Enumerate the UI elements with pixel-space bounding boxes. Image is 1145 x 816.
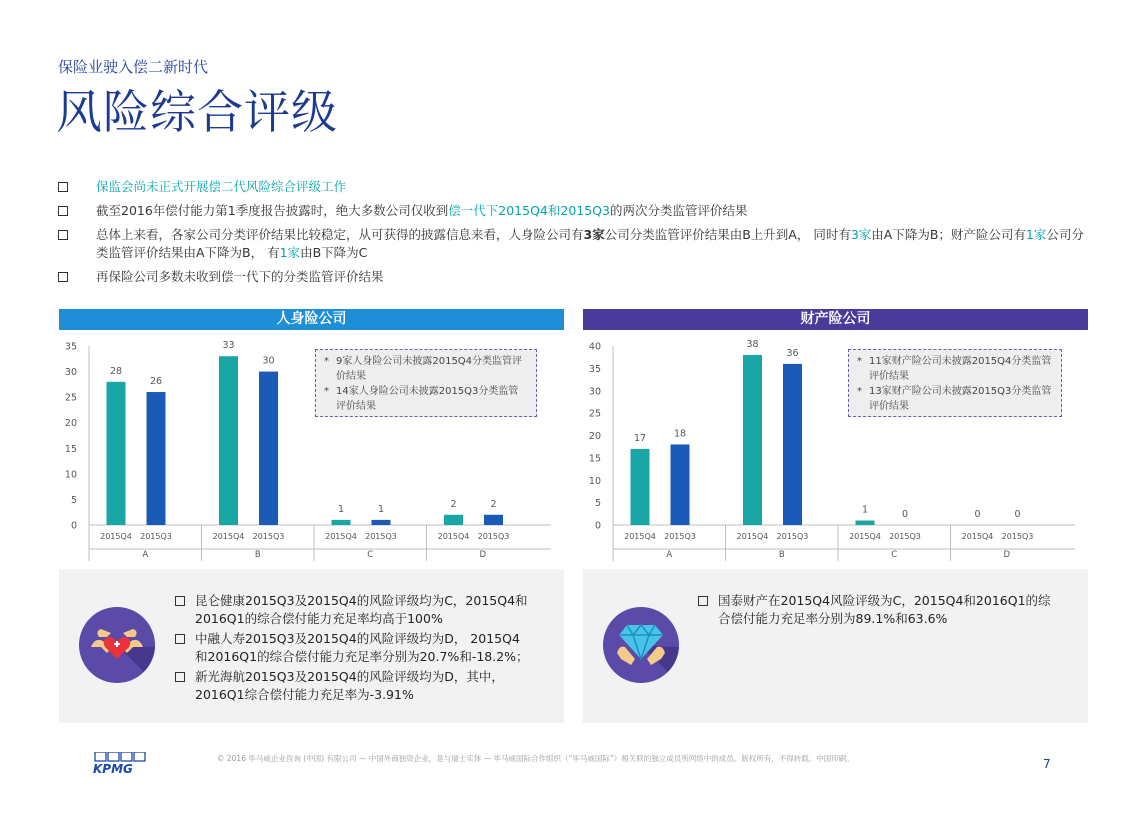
y-tick-label: 5 [70, 494, 77, 506]
group-label: A [666, 550, 673, 560]
y-tick-label: 0 [70, 520, 77, 532]
copyright-text: © 2016 毕马威企业咨询 (中国) 有限公司 — 中国外商独资企业，是与瑞士实体 — 毕马威国际合作组织（“毕马威国际”）相关联的独立成员所网络中的成员。版权所有，不得转载。中国印刷。 [217, 754, 854, 763]
group-label: B [778, 550, 785, 560]
property-findings-list [698, 592, 1063, 630]
y-tick-label: 30 [588, 386, 601, 398]
data-label: 2 [490, 498, 497, 510]
series-tick-label: 2015Q4 [624, 532, 656, 541]
y-tick-label: 0 [594, 520, 601, 532]
checkbox-bullet-icon [58, 230, 68, 240]
page-number: 7 [1043, 757, 1051, 771]
data-label: 38 [746, 338, 759, 350]
checkbox-bullet-icon [58, 182, 68, 192]
checkbox-bullet-icon [175, 634, 185, 644]
bar [631, 449, 650, 525]
logo-text: KPMG [93, 762, 133, 774]
data-label: 30 [262, 355, 275, 367]
bar [372, 520, 391, 525]
series-tick-label: 2015Q3 [252, 532, 285, 541]
data-label: 1 [337, 503, 345, 515]
note-line: * 14家人身险公司未披露2015Q3分类监管评价结果 [324, 386, 519, 412]
data-label: 1 [861, 504, 869, 516]
kpmg-logo [93, 752, 149, 774]
series-tick-label: 2015Q4 [849, 532, 881, 541]
y-tick-label: 20 [588, 431, 601, 442]
data-label: 0 [901, 509, 909, 520]
bullet-item [58, 202, 1088, 220]
y-tick-label: 30 [64, 367, 77, 379]
bar [856, 521, 875, 525]
heart-hands-icon [79, 607, 155, 683]
y-tick-label: 15 [64, 443, 77, 455]
bar [783, 364, 802, 525]
bar [107, 382, 126, 525]
data-label: 17 [633, 432, 647, 444]
data-label: 0 [974, 509, 981, 520]
finding-item: 国泰财产在2015Q4风险评级为C，2015Q4和2016Q1的综合偿付能力充足率分别为89.1%和63.6% [698, 592, 1063, 628]
data-label: 28 [109, 365, 123, 377]
y-tick-label: 25 [64, 392, 77, 404]
checkbox-bullet-icon [698, 596, 708, 606]
bar [444, 515, 463, 525]
bullet-highlight: 3家 [850, 227, 872, 242]
summary-bullets [58, 178, 1088, 292]
series-tick-label: 2015Q3 [776, 532, 809, 541]
bullet-text: 截至2016年偿付能力第1季度报告披露时，绝大多数公司仅收到 [96, 203, 449, 218]
note-line: * 9家人身险公司未披露2015Q4分类监管评价结果 [324, 356, 523, 382]
bullet-text: 由A下降为B；财产险公司有 [871, 227, 1026, 242]
data-label: 2 [450, 498, 457, 510]
y-tick-label: 35 [588, 363, 601, 375]
bar [332, 520, 351, 525]
data-label: 0 [1014, 509, 1021, 520]
y-tick-label: 20 [64, 418, 77, 430]
bullet-item [58, 226, 1088, 262]
bar [219, 356, 238, 525]
life-insurer-header: 人身险公司 [59, 309, 564, 330]
data-label: 26 [149, 376, 163, 388]
diamond-hands-icon [603, 607, 679, 683]
bullet-bold: 3家 [583, 227, 605, 242]
series-tick-label: 2015Q4 [961, 532, 994, 541]
finding-item: 中融人寿2015Q3及2015Q4的风险评级均为D， 2015Q4和2016Q1的综合偿付能力充足率分别为20.7%和-18.2%； [175, 630, 530, 666]
group-label: C [891, 550, 898, 560]
checkbox-bullet-icon [175, 596, 185, 606]
series-tick-label: 2015Q3 [365, 532, 397, 541]
life-note-box [315, 349, 537, 417]
y-tick-label: 10 [64, 469, 77, 481]
bullet-text: 总体上来看，各家公司分类评价结果比较稳定，从可获得的披露信息来看，人身险公司有 [96, 227, 584, 242]
series-tick-label: 2015Q4 [736, 532, 769, 541]
property-insurer-header: 财产险公司 [583, 309, 1088, 330]
series-tick-label: 2015Q3 [664, 532, 696, 541]
bar [743, 355, 762, 525]
y-tick-label: 15 [588, 453, 601, 465]
bullet-text: 公司分类监管评价结果由A下降为B， 有 [96, 227, 1084, 260]
bullet-highlight: 1家 [279, 245, 301, 260]
group-label: D [1003, 550, 1011, 560]
y-tick-label: 40 [588, 341, 601, 353]
bullet-text: 公司分类监管评价结果由B上升到A， 同时有 [604, 227, 851, 242]
bar [259, 372, 278, 525]
group-label: A [142, 550, 149, 560]
bullet-item [58, 268, 1088, 286]
bullet-item [58, 178, 1088, 196]
checkbox-bullet-icon [175, 672, 185, 682]
note-line: * 13家财产险公司未披露2015Q3分类监管评价结果 [857, 386, 1052, 412]
series-tick-label: 2015Q4 [437, 532, 470, 541]
property-note-box [848, 349, 1062, 417]
y-tick-label: 25 [588, 408, 601, 420]
bullet-text: 的两次分类监管评价结果 [609, 203, 748, 218]
group-label: C [367, 550, 374, 560]
bar [147, 392, 166, 525]
series-tick-label: 2015Q3 [889, 532, 921, 541]
page-title: 风险综合评级 [56, 85, 338, 139]
data-label: 1 [377, 503, 385, 515]
bullet-text: 保监会尚未正式开展偿二代风险综合评级工作 [96, 179, 347, 194]
y-tick-label: 10 [588, 475, 601, 487]
data-label: 33 [222, 340, 235, 352]
checkbox-bullet-icon [58, 272, 68, 282]
data-label: 36 [786, 347, 799, 359]
series-tick-label: 2015Q3 [477, 532, 510, 541]
data-label: 18 [673, 428, 687, 440]
series-tick-label: 2015Q4 [325, 532, 357, 541]
bar [484, 515, 503, 525]
bullet-highlight: 1家 [1025, 227, 1047, 242]
bar [671, 444, 690, 525]
y-tick-label: 5 [594, 498, 601, 510]
bullet-highlight: 偿一代下2015Q4和2015Q3 [448, 203, 610, 218]
series-tick-label: 2015Q3 [1001, 532, 1034, 541]
life-findings-list [175, 592, 530, 706]
note-line: * 11家财产险公司未披露2015Q4分类监管评价结果 [857, 356, 1052, 382]
finding-item: 昆仑健康2015Q3及2015Q4的风险评级均为C，2015Q4和2016Q1的综合偿付能力充足率均高于100% [175, 592, 530, 628]
checkbox-bullet-icon [58, 206, 68, 216]
series-tick-label: 2015Q4 [100, 532, 132, 541]
section-supertitle: 保险业驶入偿二新时代 [58, 58, 209, 76]
group-label: D [479, 550, 487, 560]
series-tick-label: 2015Q4 [212, 532, 245, 541]
series-tick-label: 2015Q3 [140, 532, 172, 541]
group-label: B [254, 550, 261, 560]
y-tick-label: 35 [64, 341, 77, 353]
bullet-text: 再保险公司多数未收到偿一代下的分类监管评价结果 [96, 269, 384, 284]
bullet-text: 由B下降为C [300, 245, 368, 260]
finding-item: 新光海航2015Q3及2015Q4的风险评级均为D，其中，2016Q1综合偿付能力充足率为-3.91% [175, 668, 530, 704]
